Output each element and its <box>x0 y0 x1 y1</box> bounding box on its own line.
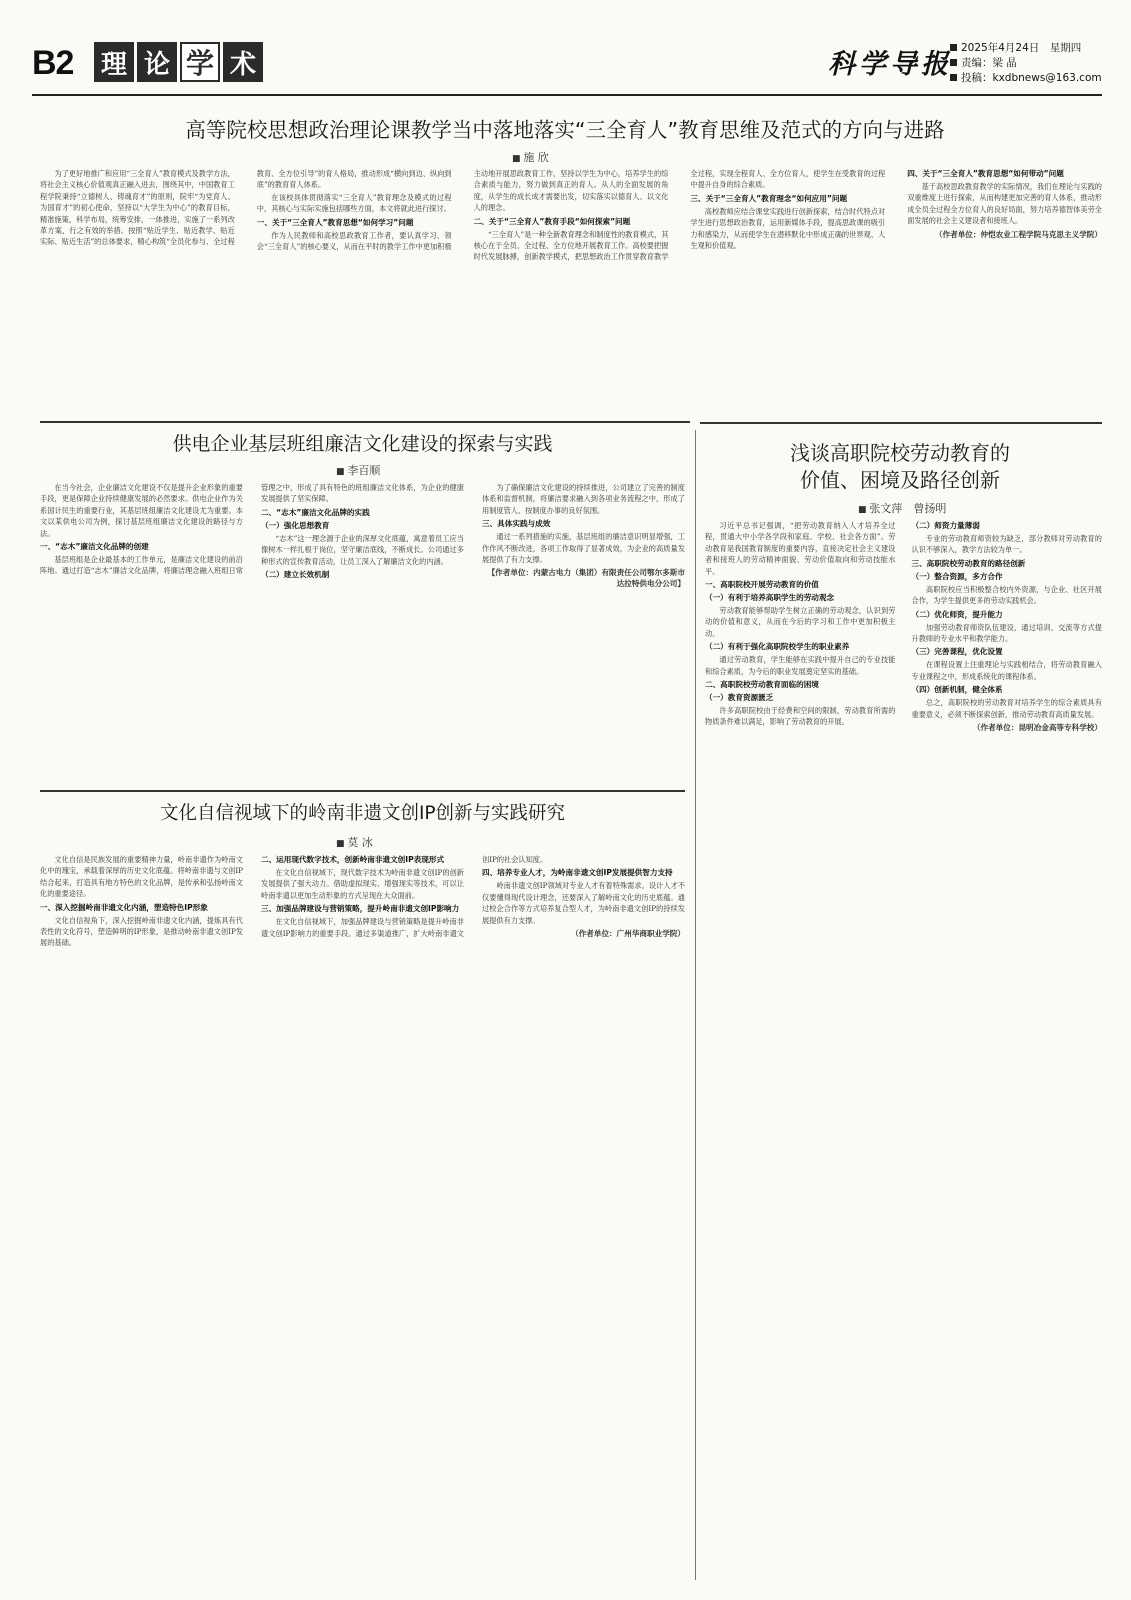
paragraph: “志木”这一理念源于企业的深厚文化底蕴，寓意着员工应当像树木一样扎根于岗位，坚守廉洁底线，不断成长。公司通过多种形式的宣传教育活动，让员工深入了解廉洁文化的内涵。 <box>261 533 464 566</box>
article2-title: 供电企业基层班组廉洁文化建设的探索与实践 <box>172 433 553 455</box>
paragraph: 基于高校思政教育教学的实际情况，我们在理论与实践的双重维度上进行探索，从而构建更加完善的育人体系，推动形成全员全过程全方位育人的良好局面，努力培养德智体美劳全面发展的社会主义建设者和接班人。 <box>907 182 1102 226</box>
subsection-heading: （一）教育资源匮乏 <box>705 693 774 703</box>
article3-author: ■ 张文萍 曾扬明 <box>858 500 946 516</box>
paragraph: 在当今社会，企业廉洁文化建设不仅是提升企业形象的重要手段，更是保障企业持续健康发展的必然要求。供电企业作为关系国计民生的重要行业，其基层班组廉洁文化建设尤为重要。本文以某供电公司为例，探讨基层班组廉洁文化建设的路径与方法。 <box>40 483 243 538</box>
section-heading: 一、高职院校开展劳动教育的价值 <box>705 580 819 590</box>
paragraph: 习近平总书记强调，“把劳动教育纳入人才培养全过程，贯通大中小学各学段和家庭、学校、社会各方面”。劳动教育是我国教育制度的重要内容，直接决定社会主义建设者和接班人的劳动精神面貌、劳动价值取向和劳动技能水平。 <box>705 521 896 576</box>
section-heading: 二、高职院校劳动教育面临的困境 <box>705 680 819 690</box>
column-divider <box>695 430 696 1580</box>
section-divider <box>700 422 1102 424</box>
section-heading: 二、运用现代数字技术，创新岭南非遗文创IP表现形式 <box>261 855 445 864</box>
paragraph: 许多高职院校由于经费和空间的限制，劳动教育所需的物质条件难以满足，影响了劳动教育的开展。 <box>705 706 896 727</box>
page-number: B2 <box>32 44 74 82</box>
paragraph: 在文化自信视域下，加强品牌建设与营销策略是提升岭南非遗文创IP影响力的重要手段。通过多渠道推广，扩大岭南非遗文创IP的社会认知度。 <box>261 855 548 938</box>
paragraph: “三全育人”是一种全新教育理念和制度性的教育模式，其核心在于全员、全过程、全方位地开展教育工作。高校要把握时代发展脉搏，创新教学模式，把思想政治工作贯穿教育教学全过程，实现全程育人、全方位育人，使学生在受教育的过程中提升自身的综合素质。 <box>473 169 886 262</box>
masthead <box>32 42 1102 88</box>
article1-body <box>40 168 1102 418</box>
subsection-heading: （一）强化思想教育 <box>261 520 330 530</box>
section-char: 术 <box>223 42 263 82</box>
article4-title: 文化自信视域下的岭南非遗文创IP创新与实践研究 <box>159 803 566 824</box>
section-heading: 二、“志木”廉洁文化品牌的实践 <box>261 507 370 517</box>
article1-title: 高等院校思想政治理论课教学当中落地落实“三全育人”教育思维及范式的方向与进路 <box>185 118 945 142</box>
subsection-heading: （一）有利于培养高职学生的劳动观念 <box>705 593 835 603</box>
paragraph: 为了确保廉洁文化建设的持续推进，公司建立了完善的制度体系和监督机制，将廉洁要求融入到各项业务流程之中，形成了用制度管人、按制度办事的良好氛围。 <box>482 483 685 515</box>
editor-credit: 责编：梁 晶 <box>950 56 1102 71</box>
subsection-heading: （二）有利于强化高职院校学生的职业素养 <box>705 642 850 652</box>
section-char: 学 <box>180 42 220 82</box>
section-heading: 一、关于“三全育人”教育思想“如何学习”问题 <box>256 217 414 227</box>
section-heading: 四、关于“三全育人”教育思想“如何带动”问题 <box>907 169 1064 178</box>
paragraph: 在课程设置上注重理论与实践相结合，将劳动教育融入专业课程之中，形成系统化的课程体系。 <box>911 660 1102 681</box>
author-affiliation: （作者单位：仲恺农业工程学院马克思主义学院） <box>934 229 1102 239</box>
issue-date: 2025年4月24日 星期四 <box>950 41 1102 56</box>
section-divider <box>40 421 690 423</box>
section-heading: 一、“志木”廉洁文化品牌的创建 <box>40 542 149 552</box>
paragraph: 为了更好地推广和应用“三全育人”教育模式及教学方法，将社会主义核心价值观真正融入进去，围绕其中，中国教育工程学院秉持“立德树人、铸魂育才”的原则，院牢“为党育人、为国育才”的初心使命，坚持以“大学生为中心”的教育目标，精准施策，科学布局，统筹安排，一体推进，实施了一系列改革方案，行之有效的举措。按照“贴近学生、贴近教学、贴近实际、贴近生活”的总体要求，精心构筑“全员化参与、全过程教育、全方位引导”的育人格局，推动形成“横向到边、纵向到底”的教育育人体系。 <box>40 169 452 247</box>
section-heading: 四、培养专业人才，为岭南非遗文创IP发展提供智力支持 <box>482 868 673 878</box>
paragraph: 文化自信视角下，深入挖掘岭南非遗文化内涵，提炼具有代表性的文化符号，塑造鲜明的IP形象，是推动岭南非遗文创IP发展的基础。 <box>40 915 243 948</box>
paper-name: 科学导报 <box>828 49 952 80</box>
section-char: 论 <box>137 42 177 82</box>
masthead-meta <box>950 41 1102 86</box>
article3-body <box>705 520 1102 1585</box>
section-heading: 一、深入挖掘岭南非遗文化内涵，塑造特色IP形象 <box>40 902 208 912</box>
paragraph: 劳动教育能够帮助学生树立正确的劳动观念，认识到劳动的价值和意义，从而在今后的学习和工作中更加积极主动。 <box>705 606 896 638</box>
section-heading: 三、关于“三全育人”教育理念“如何应用”问题 <box>690 193 848 203</box>
paragraph: 高职院校应当积极整合校内外资源，与企业、社区开展合作，为学生提供更多的劳动实践机会。 <box>911 584 1102 606</box>
paragraph: 作为人民教师和高校思政教育工作者，要认真学习、领会“三全育人”的核心要义，从而在平时的教学工作中更加积极主动地开展思政教育工作，坚持以学生为中心，培养学生的综合素质与能力，努力做到真正的育人。从人的全面发展的角度，从学生的成长成才需要出发，切实落实以德育人、以文化人的理念。 <box>256 169 669 252</box>
paragraph: 通过劳动教育，学生能够在实践中提升自己的专业技能和综合素质，为今后的职业发展奠定坚实的基础。 <box>705 655 896 676</box>
section-divider <box>40 790 685 792</box>
paragraph: 文化自信是民族发展的重要精神力量，岭南非遗作为岭南文化中的瑰宝，承载着深厚的历史文化底蕴。将岭南非遗与文创IP结合起来，打造具有地方特色的文化品牌，是传承和弘扬岭南文化的重要途径。 <box>40 855 243 899</box>
paragraph: 基层班组是企业最基本的工作单元，是廉洁文化建设的前沿阵地。通过打造“志木”廉洁文化品牌，将廉洁理念融入班组日常管理之中，形成了具有特色的班组廉洁文化体系，为企业的健康发展提供了坚实保障。 <box>40 483 464 576</box>
paragraph: 专业的劳动教育师资较为缺乏，部分教师对劳动教育的认识不够深入，教学方法较为单一。 <box>911 534 1102 555</box>
article2-author: ■ 李百顺 <box>336 462 380 478</box>
article4-body <box>40 854 685 1584</box>
masthead-rule <box>32 94 1102 96</box>
article3-title <box>705 440 1095 494</box>
article2-body <box>40 482 685 782</box>
paragraph: 岭南非遗文创IP领域对专业人才有着特殊需求。设计人才不仅要懂得现代设计理念，还要深入了解岭南文化的历史底蕴。通过校企合作等方式培养复合型人才，为岭南非遗文创IP的持续发展提供有力支撑。 <box>482 881 685 925</box>
article4-author: ■ 莫 冰 <box>336 834 373 850</box>
subsection-heading: （四）创新机制，健全体系 <box>911 685 1003 695</box>
paragraph: 加强劳动教育师资队伍建设，通过培训、交流等方式提升教师的专业水平和教学能力。 <box>911 622 1102 644</box>
section-heading: 三、具体实践与成效 <box>482 519 551 529</box>
paragraph: 高校教师应结合课堂实践进行创新探索，结合时代特点对学生进行思想政治教育，运用新媒体手段，提高思政课的吸引力和感染力，从而使学生在潜移默化中形成正确的世界观、人生观和价值观。 <box>690 206 886 251</box>
subsection-heading: （一）整合资源，多方合作 <box>911 571 1003 581</box>
article3-title-line: 价值、困境及路径创新 <box>800 468 1000 492</box>
paragraph: 总之，高职院校的劳动教育对培养学生的综合素质具有重要意义，必须不断探索创新，推动劳动教育高质量发展。 <box>911 698 1102 719</box>
paragraph: 在文化自信视域下，现代数字技术为岭南非遗文创IP的创新发展提供了强大动力。借助虚拟现实、增强现实等技术，可以让岭南非遗以更加生动形象的方式呈现在大众面前。 <box>261 868 464 900</box>
author-affiliation: （作者单位：广州华商职业学院） <box>571 929 685 939</box>
paragraph: 通过一系列措施的实施，基层班组的廉洁意识明显增强，工作作风不断改进，各项工作取得了显著成效，为企业的高质量发展提供了有力支撑。 <box>482 532 685 565</box>
section-title <box>94 42 263 82</box>
submission-email: 投稿：kxdbnews@163.com <box>950 71 1102 86</box>
section-heading: 二、关于“三全育人”教育手段“如何探索”问题 <box>473 216 631 226</box>
subsection-heading: （三）完善课程，优化设置 <box>911 647 1003 657</box>
subsection-heading: （二）师资力量薄弱 <box>911 521 980 530</box>
author-affiliation: 【作者单位：内蒙古电力（集团）有限责任公司鄂尔多斯市达拉特供电分公司】 <box>487 568 685 589</box>
author-affiliation: （作者单位：昆明冶金高等专科学校） <box>972 723 1102 733</box>
section-heading: 三、加强品牌建设与营销策略，提升岭南非遗文创IP影响力 <box>261 904 460 914</box>
paragraph: 在该校具体贯彻落实“三全育人”教育理念及模式的过程中，其核心与实际实施包括哪些方面，本文将就此进行探讨。 <box>256 192 452 214</box>
subsection-heading: （二）建立长效机制 <box>261 570 330 580</box>
article1-author: ■ 施 欣 <box>512 149 549 165</box>
article3-title-line: 浅谈高职院校劳动教育的 <box>790 441 1010 465</box>
section-heading: 三、高职院校劳动教育的路径创新 <box>911 558 1026 568</box>
subsection-heading: （二）优化师资，提升能力 <box>911 609 1003 619</box>
section-char: 理 <box>94 42 134 82</box>
